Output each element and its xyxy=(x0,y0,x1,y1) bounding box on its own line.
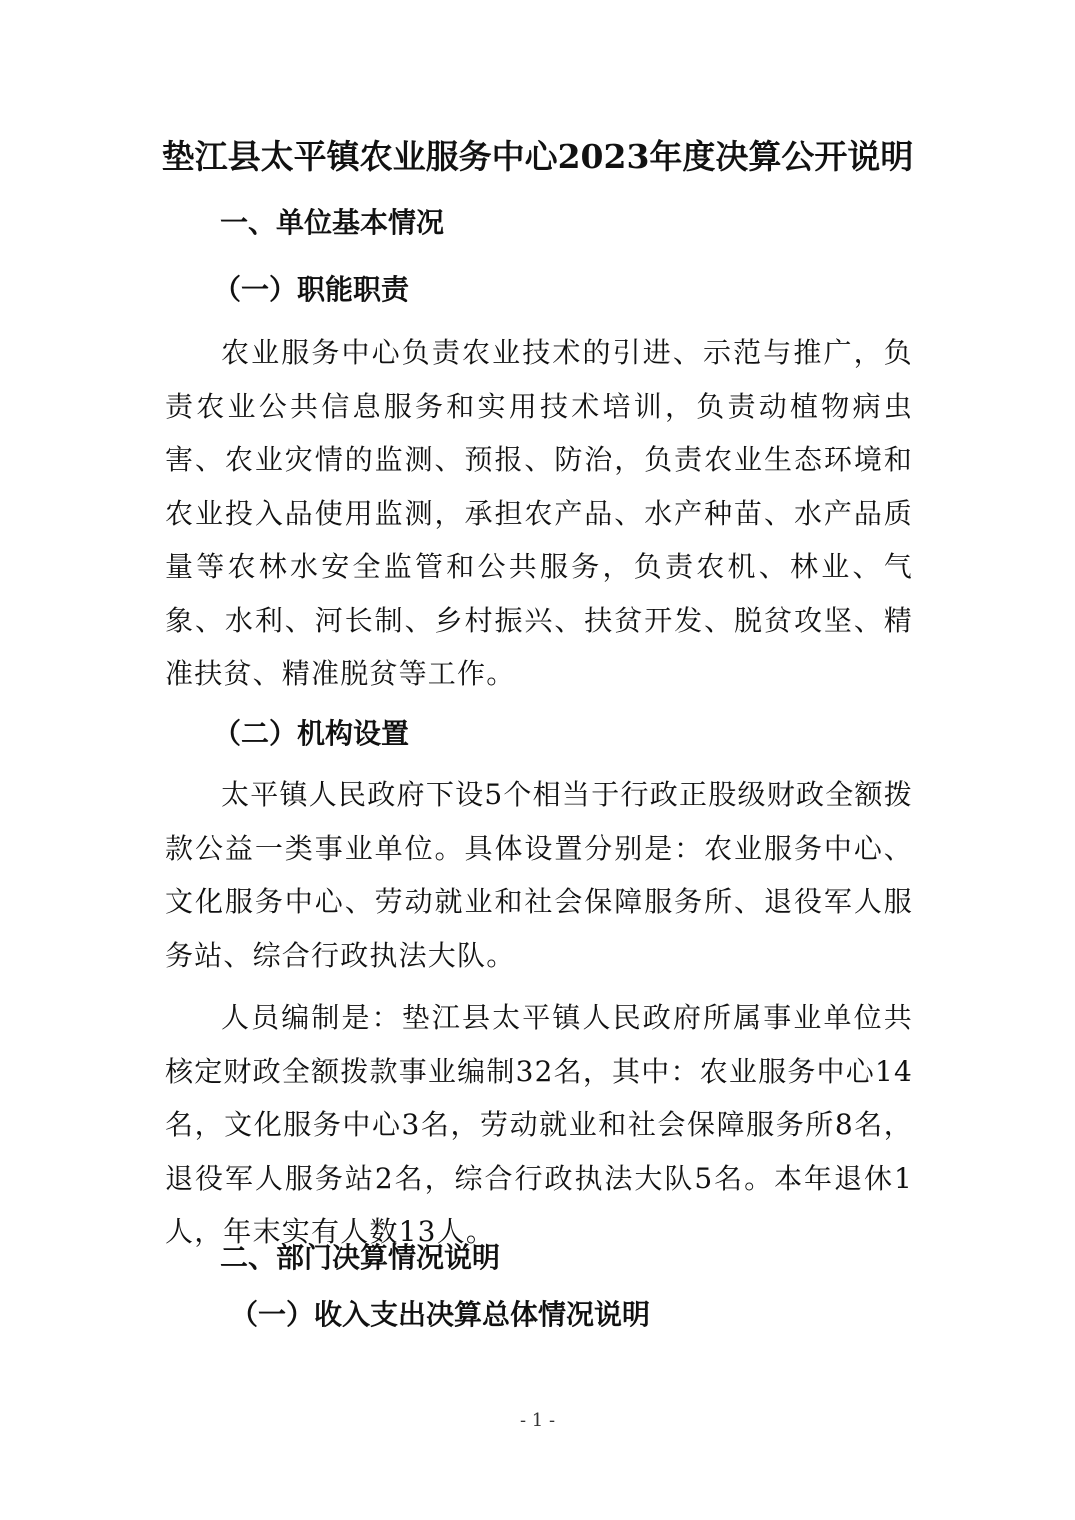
paragraph-organization: 太平镇人民政府下设5个相当于行政正股级财政全额拨款公益一类事业单位。具体设置分别是：农业服务中心、文化服务中心、劳动就业和社会保障服务所、退役军人服务站、综合行政执法大队。 xyxy=(165,778,913,972)
paragraph-staffing: 人员编制是：垫江县太平镇人民政府所属事业单位共核定财政全额拨款事业编制32名，其中：农业服务中心14名，文化服务中心3名，劳动就业和社会保障服务所8名，退役军人服务站2名，综合行政执法大队5名。本年退休1人，年末实有人数13人。 xyxy=(165,1001,913,1248)
section-heading-basic-info: 一、单位基本情况 xyxy=(220,206,445,239)
subsection-heading-income-expenditure: （一）收入支出决算总体情况说明 xyxy=(230,1298,651,1331)
section-heading-final-accounts: 二、部门决算情况说明 xyxy=(220,1241,501,1274)
subsection-heading-functions: （一）职能职责 xyxy=(213,273,410,306)
subsection-heading-organization: （二）机构设置 xyxy=(213,717,410,750)
paragraph-functions: 农业服务中心负责农业技术的引进、示范与推广，负责农业公共信息服务和实用技术培训，负责动植物病虫害、农业灾情的监测、预报、防治，负责农业生态环境和农业投入品使用监测，承担农产品、水产种苗、水产品质量等农林水安全监管和公共服务，负责农机、林业、气象、水利、河长制、乡村振兴、扶贫开发、脱贫攻坚、精准扶贫、精准脱贫等工作。 xyxy=(165,336,913,690)
page-number: - 1 - xyxy=(519,1410,556,1431)
document-title: 垫江县太平镇农业服务中心2023年度决算公开说明 xyxy=(161,137,914,176)
